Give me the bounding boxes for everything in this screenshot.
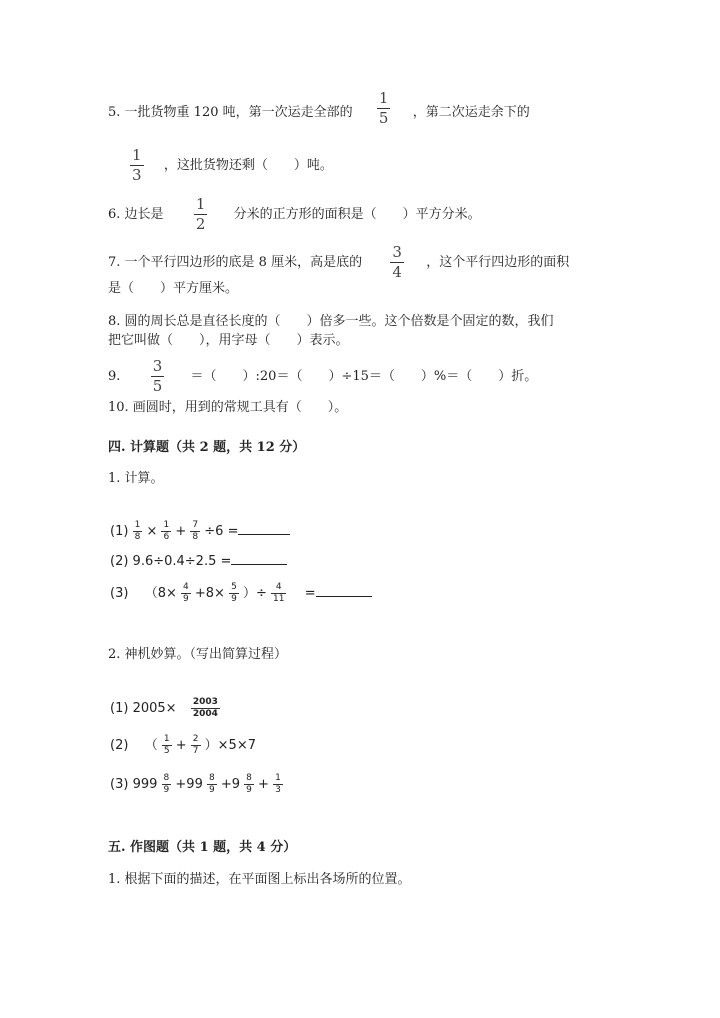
section-4-question-2: 2. 神机妙算。（写出简算过程） xyxy=(108,647,288,662)
fraction-four-ninths: $\frac{4}{9}$ xyxy=(183,582,189,604)
question-5-text-end: ，这批货物还剩（ ）吨。 xyxy=(163,158,333,173)
question-9-label: 9. xyxy=(108,369,121,384)
question-7-text: 7. 一个平行四边形的底是 8 厘米，高是底的 xyxy=(108,255,363,270)
fraction-five-ninths: $\frac{5}{9}$ xyxy=(231,582,237,604)
fraction-eight-ninths-c: $\frac{8}{9}$ xyxy=(246,773,252,795)
section-4-question-1: 1. 计算。 xyxy=(108,471,164,486)
question-7-line-1 xyxy=(108,245,569,280)
fraction-three-quarters: $\frac{3}{4}$ xyxy=(392,243,402,281)
fraction-one-fifth-small: $\frac{1}{5}$ xyxy=(163,734,170,756)
fraction-one-third-small: $\frac{1}{3}$ xyxy=(275,773,281,795)
question-5-line-1 xyxy=(108,89,530,127)
question-7-text-end: 是（ ）平方厘米。 xyxy=(108,281,239,296)
question-6-text: 6. 边长是 xyxy=(108,207,164,222)
question-7-text-cont: ，这个平行四边形的面积 xyxy=(426,255,570,270)
question-8-line-2: 把它叫做（ ），用字母（ ）表示。 xyxy=(108,333,349,348)
question-7-line-2 xyxy=(108,280,238,298)
fraction-2003-2004: $\frac{2003}{2004}$ xyxy=(192,697,218,719)
question-5-text: 5. 一批货物重 120 吨，第一次运走全部的 xyxy=(108,105,353,120)
fraction-two-sevenths: $\frac{2}{7}$ xyxy=(192,734,199,756)
question-6 xyxy=(108,197,481,232)
question-8-line-1: 8. 圆的周长总是直径长度的（ ）倍多一些。这个倍数是个固定的数，我们 xyxy=(108,314,554,329)
question-9-text: ＝（ ）:20＝（ ）÷15＝（ ）%＝（ ）折。 xyxy=(190,369,538,384)
fraction-eight-ninths-a: $\frac{8}{9}$ xyxy=(163,773,170,795)
simplify-item-3: (3) 999 $\frac{8}{9}$ +99 $\frac{8}{9}$ +9 $\frac{8}{9}$ + $\frac{1}{3}$ xyxy=(110,773,281,795)
section-5-heading: 五. 作图题（共 1 题，共 4 分） xyxy=(108,840,297,855)
fraction-one-sixth: $\frac{1}{6}$ xyxy=(163,520,170,542)
answer-blank-1[interactable] xyxy=(238,534,290,535)
calc-item-1: (1) $\frac{1}{8}$ × $\frac{1}{6}$ + $\frac{7}{8}$ ÷6 = xyxy=(110,521,290,542)
question-10: 10. 画圆时，用到的常规工具有（ ）。 xyxy=(108,400,348,415)
fraction-three-fifths: $\frac{3}{5}$ xyxy=(152,357,163,395)
fraction-one-fifth: $\frac{1}{5}$ xyxy=(378,89,389,127)
answer-blank-3[interactable] xyxy=(316,596,372,597)
question-5-text-cont: ，第二次运走余下的 xyxy=(412,105,530,120)
calc-item-3: (3) （8× $\frac{4}{9}$ +8× $\frac{5}{9}$ ）÷ $\frac{4}{11}$ = xyxy=(110,583,372,604)
fraction-eight-ninths-b: $\frac{8}{9}$ xyxy=(208,773,215,795)
fraction-one-eighth: $\frac{1}{8}$ xyxy=(134,520,141,542)
question-9 xyxy=(108,359,537,394)
fraction-seven-eighths: $\frac{7}{8}$ xyxy=(192,520,199,542)
fraction-four-elevenths: $\frac{4}{11}$ xyxy=(273,582,285,604)
fraction-one-third: $\frac{1}{3}$ xyxy=(132,146,142,184)
section-5-question-1: 1. 根据下面的描述，在平面图上标出各场所的位置。 xyxy=(108,872,411,887)
question-6-text-cont: 分米的正方形的面积是（ ）平方分米。 xyxy=(233,207,481,222)
answer-blank-2[interactable] xyxy=(231,564,287,565)
calc-item-2: (2) 9.6÷0.4÷2.5 = xyxy=(110,553,287,571)
simplify-item-1: (1) 2005× $\frac{2003}{2004}$ xyxy=(110,697,218,719)
simplify-item-2: (2) （ $\frac{1}{5}$ + $\frac{2}{7}$ ）×5×7 xyxy=(110,734,256,756)
question-5-line-2 xyxy=(130,148,333,183)
section-4-heading: 四. 计算题（共 2 题，共 12 分） xyxy=(108,440,306,455)
fraction-one-half: $\frac{1}{2}$ xyxy=(195,195,206,233)
